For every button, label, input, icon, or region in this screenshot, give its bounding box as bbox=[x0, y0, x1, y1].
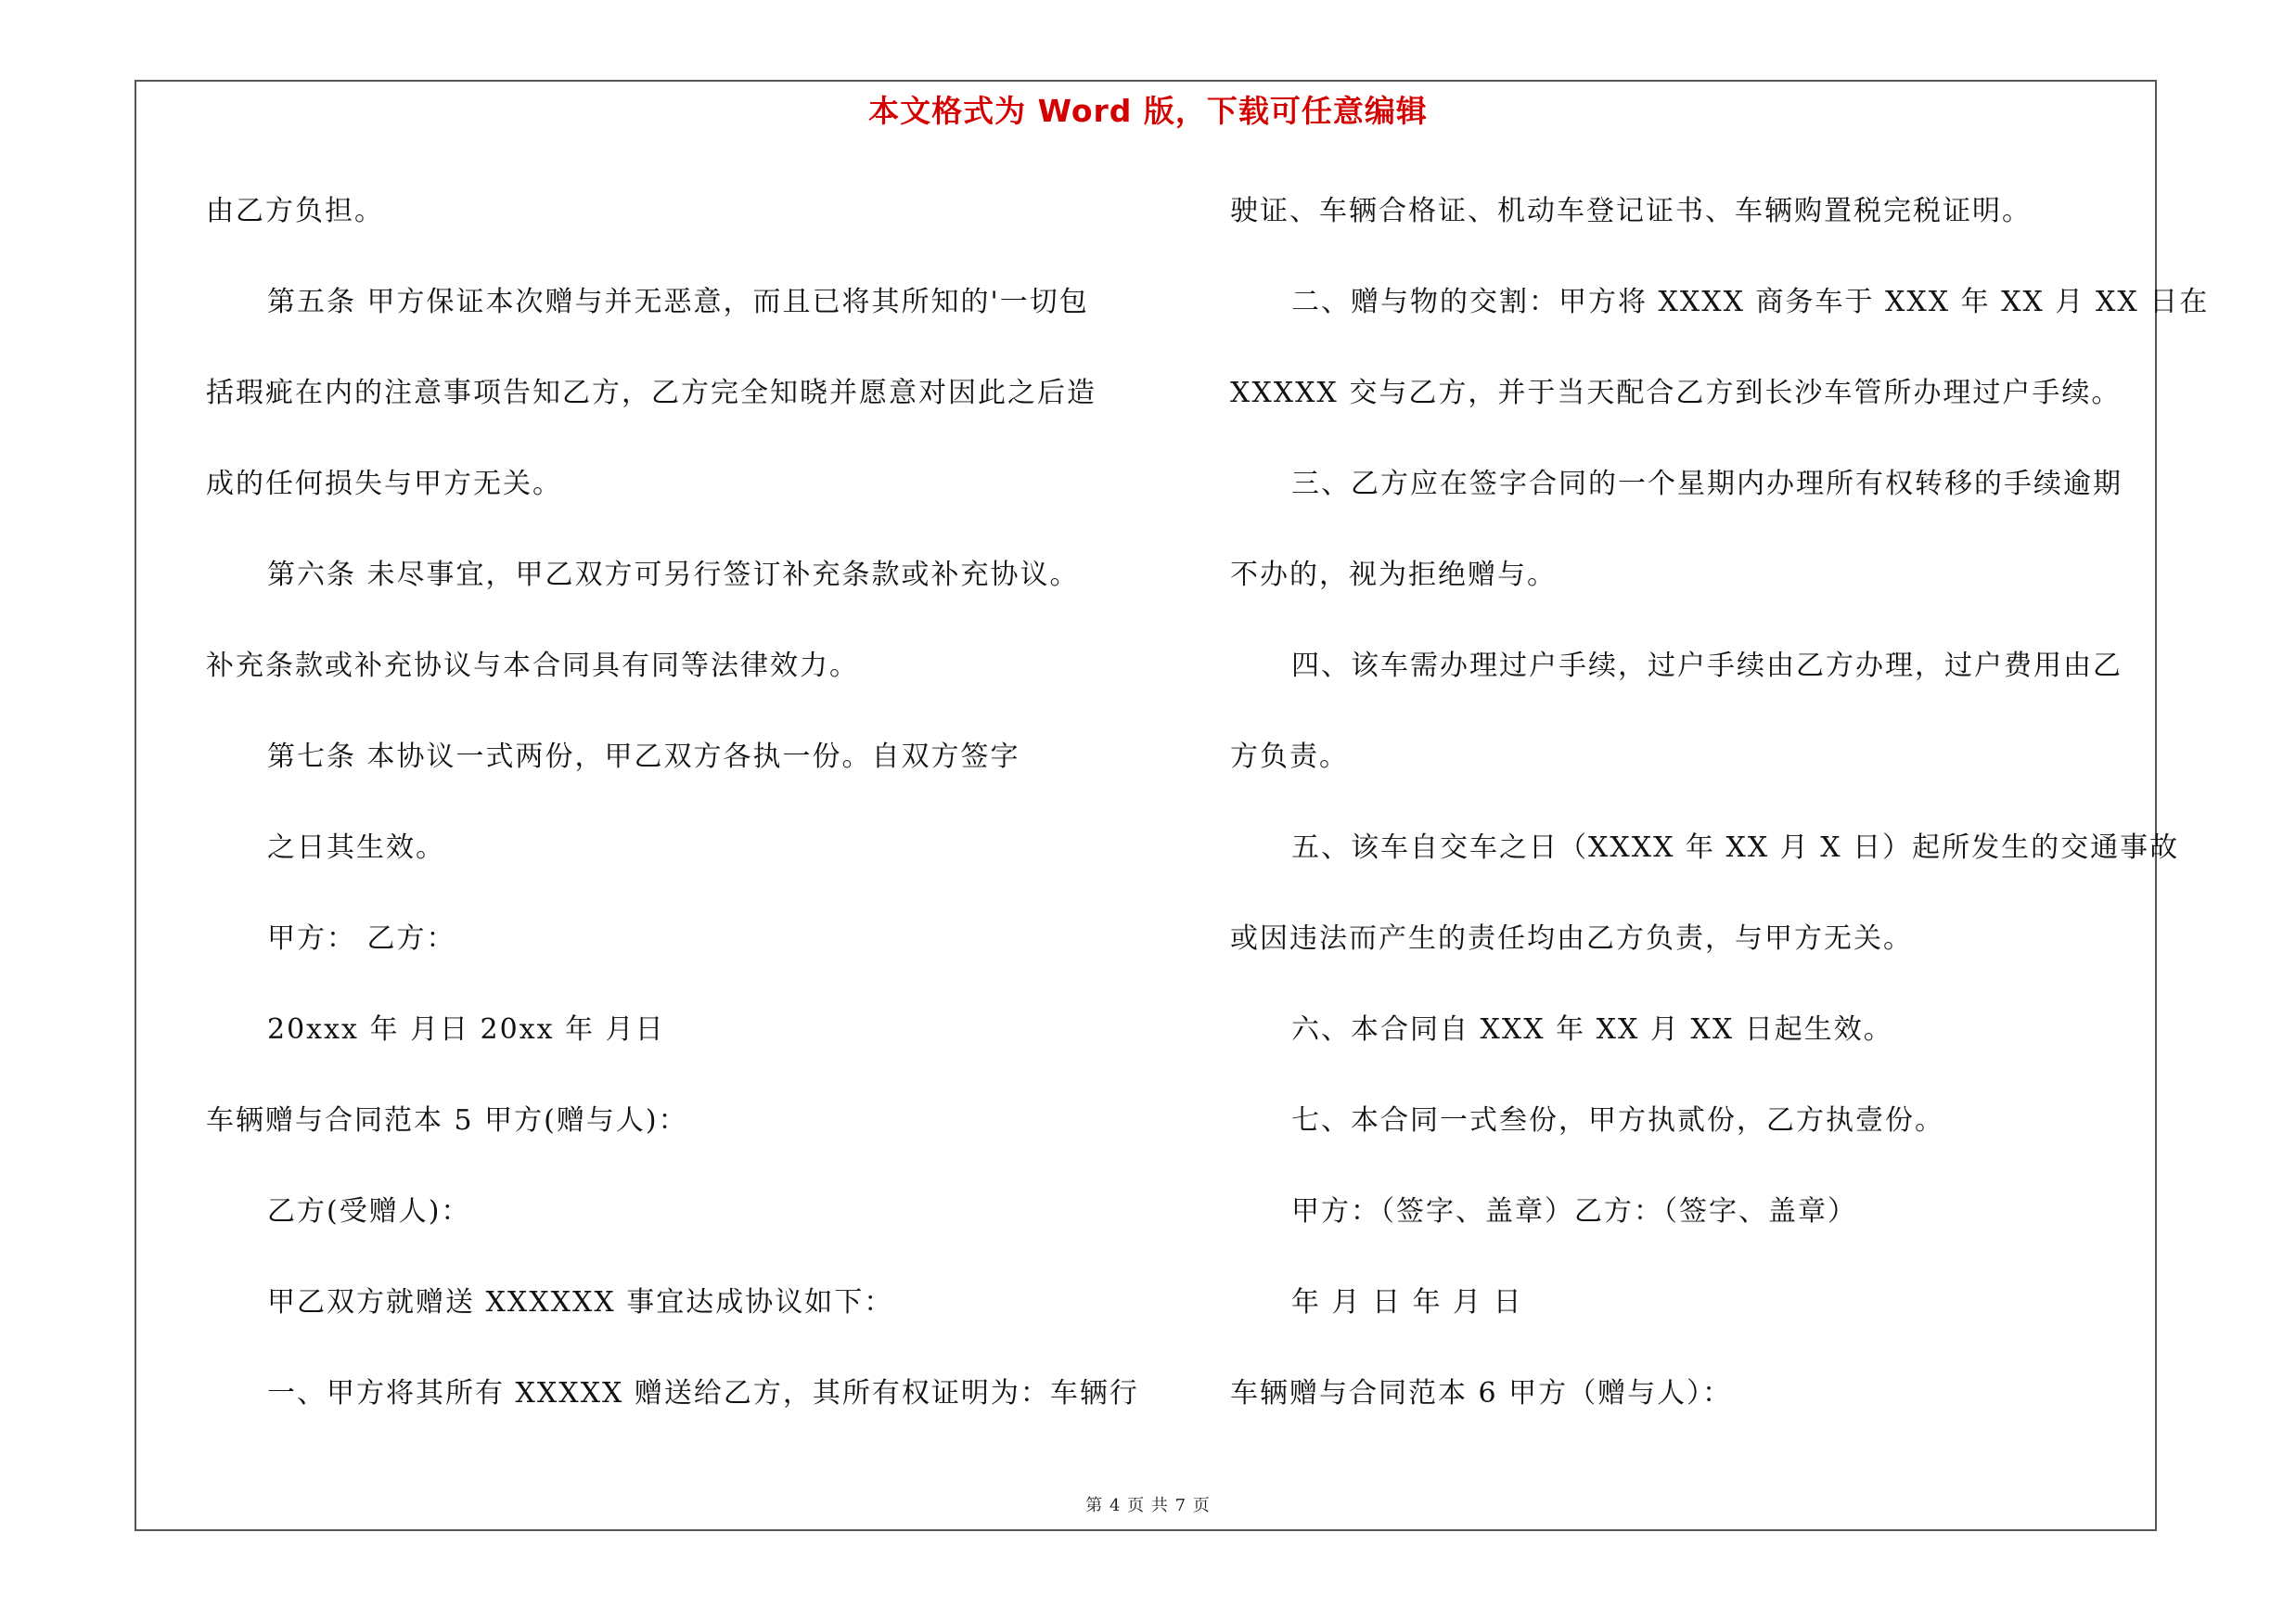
text-line: 20xxx 年 月日 20xx 年 月日 bbox=[267, 1013, 665, 1046]
text-line: 括瑕疵在内的注意事项告知乙方，乙方完全知晓并愿意对因此之后造 bbox=[206, 377, 1097, 409]
section-heading: 车辆赠与合同范本 6 甲方（赠与人）： bbox=[1230, 1377, 1733, 1410]
header-banner: 本文格式为 Word 版，下载可任意编辑 bbox=[868, 93, 1428, 129]
text-line: 方负责。 bbox=[1230, 741, 1349, 773]
text-line: 甲乙双方就赠送 XXXXXX 事宜达成协议如下： bbox=[267, 1286, 894, 1319]
text-line: XXXXX 交与乙方，并于当天配合乙方到长沙车管所办理过户手续。 bbox=[1230, 377, 2122, 409]
text-line: 乙方(受赠人)： bbox=[267, 1195, 471, 1228]
text-line: 不办的，视为拒绝赠与。 bbox=[1230, 559, 1557, 591]
text-line: 四、该车需办理过户手续，过户手续由乙方办理，过户费用由乙 bbox=[1291, 650, 2123, 682]
text-line: 一、甲方将其所有 XXXXX 赠送给乙方，其所有权证明为：车辆行 bbox=[267, 1377, 1139, 1410]
section-heading: 车辆赠与合同范本 5 甲方(赠与人)： bbox=[206, 1104, 688, 1137]
text-line: 驶证、车辆合格证、机动车登记证书、车辆购置税完税证明。 bbox=[1230, 195, 2032, 227]
text-line: 七、本合同一式叁份，甲方执贰份，乙方执壹份。 bbox=[1291, 1104, 1944, 1137]
text-line: 第六条 未尽事宜，甲乙双方可另行签订补充条款或补充协议。 bbox=[267, 559, 1080, 591]
text-line: 年 月 日 年 月 日 bbox=[1291, 1286, 1523, 1319]
left-column bbox=[206, 186, 1148, 1459]
text-line: 甲方： 乙方： bbox=[267, 922, 456, 955]
text-line: 或因违法而产生的责任均由乙方负责，与甲方无关。 bbox=[1230, 922, 1913, 955]
text-line: 第五条 甲方保证本次赠与并无恶意，而且已将其所知的'一切包 bbox=[267, 286, 1089, 318]
text-line: 甲方：（签字、盖章）乙方：（签字、盖章） bbox=[1291, 1195, 1857, 1228]
text-line: 补充条款或补充协议与本合同具有同等法律效力。 bbox=[206, 650, 859, 682]
text-line: 之日其生效。 bbox=[267, 831, 445, 864]
text-line: 三、乙方应在签字合同的一个星期内办理所有权转移的手续逾期 bbox=[1291, 468, 2123, 500]
text-line: 五、该车自交车之日（XXXX 年 XX 月 X 日）起所发生的交通事故 bbox=[1291, 831, 2180, 864]
text-line: 第七条 本协议一式两份，甲乙双方各执一份。自双方签字 bbox=[267, 741, 1020, 773]
text-line: 六、本合同自 XXX 年 XX 月 XX 日起生效。 bbox=[1291, 1013, 1893, 1046]
text-line: 二、赠与物的交割：甲方将 XXXX 商务车于 XXX 年 XX 月 XX 日在 bbox=[1291, 286, 2210, 318]
page-number: 第 4 页 共 7 页 bbox=[1085, 1496, 1211, 1515]
text-line: 成的任何损失与甲方无关。 bbox=[206, 468, 562, 500]
right-column bbox=[1230, 186, 2210, 1459]
text-line: 由乙方负担。 bbox=[206, 195, 384, 227]
